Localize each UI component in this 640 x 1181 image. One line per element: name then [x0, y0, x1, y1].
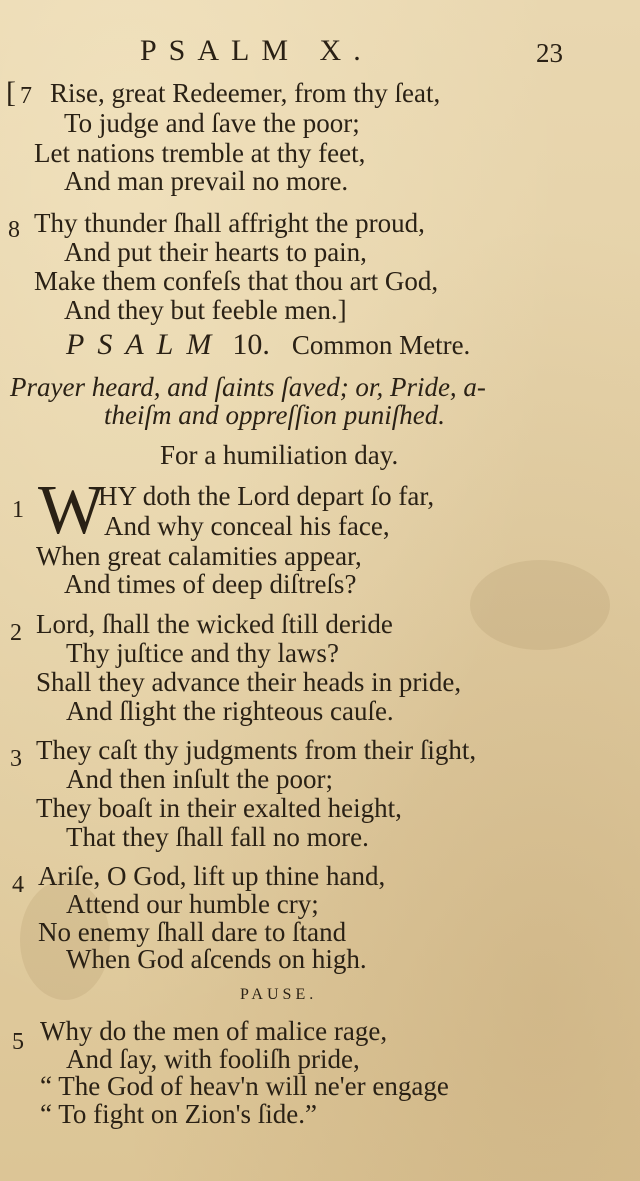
- verse-line: “ To fight on Zion's ſide.”: [40, 1099, 317, 1129]
- verse-line: That they ſhall fall no more.: [66, 822, 369, 852]
- verse-line: To judge and ſave the poor;: [64, 108, 360, 138]
- psalm-heading-word: PSALM: [66, 328, 225, 361]
- verse-line: And times of deep diſtreſs?: [64, 569, 357, 599]
- verse-line: Shall they advance their heads in pride,: [36, 667, 462, 697]
- verse-line: HY doth the Lord depart ſo far,: [98, 481, 435, 511]
- verse-line: Why do the men of malice rage,: [40, 1016, 388, 1046]
- psalm-subtitle-line-2: theiſm and oppreſſion puniſhed.: [104, 400, 445, 430]
- verse-line: Thy juſtice and thy laws?: [66, 638, 339, 668]
- verse-line: Let nations tremble at thy feet,: [34, 138, 366, 168]
- verse-line: When God aſcends on high.: [66, 944, 367, 974]
- verse-line: When great calamities appear,: [36, 541, 362, 571]
- verse-line: Thy thunder ſhall affright the proud,: [34, 208, 425, 238]
- psalm-subtitle-line-1: Prayer heard, and ſaints ſaved; or, Pride, a-: [10, 372, 486, 402]
- verse-line: They caſt thy judgments from their ſight,: [36, 735, 477, 765]
- verse-line: And they but feeble men.]: [64, 295, 347, 325]
- psalm-heading-metre: Common Metre.: [291, 330, 471, 360]
- verse-number-3: 3: [10, 746, 22, 772]
- verse-number-7: 7: [20, 83, 32, 109]
- psalm-heading-number: 10.: [232, 328, 270, 361]
- running-header-title: PSALM X.: [140, 34, 373, 67]
- verse-line: Ariſe, O God, lift up thine hand,: [38, 861, 386, 891]
- verse-line: And man prevail no more.: [64, 166, 349, 196]
- pause-marker: PAUSE.: [240, 986, 318, 1003]
- occasion-line: For a humiliation day.: [160, 440, 399, 470]
- verse-number-5: 5: [12, 1029, 24, 1055]
- verse-number-1: 1: [12, 497, 24, 523]
- drop-cap-letter: W: [38, 472, 105, 549]
- verse-number-8: 8: [8, 217, 20, 243]
- verse-line: And put their hearts to pain,: [64, 237, 367, 267]
- verse-number-4: 4: [12, 872, 24, 898]
- verse-line: Rise, great Redeemer, from thy ſeat,: [50, 78, 441, 108]
- opening-bracket: [: [6, 76, 16, 109]
- verse-line: And ſay, with fooliſh pride,: [66, 1044, 360, 1074]
- verse-line: No enemy ſhall dare to ſtand: [38, 917, 347, 947]
- verse-line: And why conceal his face,: [104, 511, 390, 541]
- paper-stain: [470, 560, 610, 650]
- page-number: 23: [536, 38, 563, 68]
- verse-line: They boaſt in their exalted height,: [36, 793, 402, 823]
- verse-line: Lord, ſhall the wicked ſtill deride: [36, 609, 393, 639]
- verse-line: And then inſult the poor;: [66, 764, 333, 794]
- verse-line: Attend our humble cry;: [66, 889, 319, 919]
- verse-line: Make them confeſs that thou art God,: [34, 266, 439, 296]
- psalm-heading: [66, 328, 470, 362]
- verse-line: “ The God of heav'n will ne'er engage: [40, 1071, 449, 1101]
- verse-line: And ſlight the righteous cauſe.: [66, 696, 394, 726]
- verse-number-2: 2: [10, 620, 22, 646]
